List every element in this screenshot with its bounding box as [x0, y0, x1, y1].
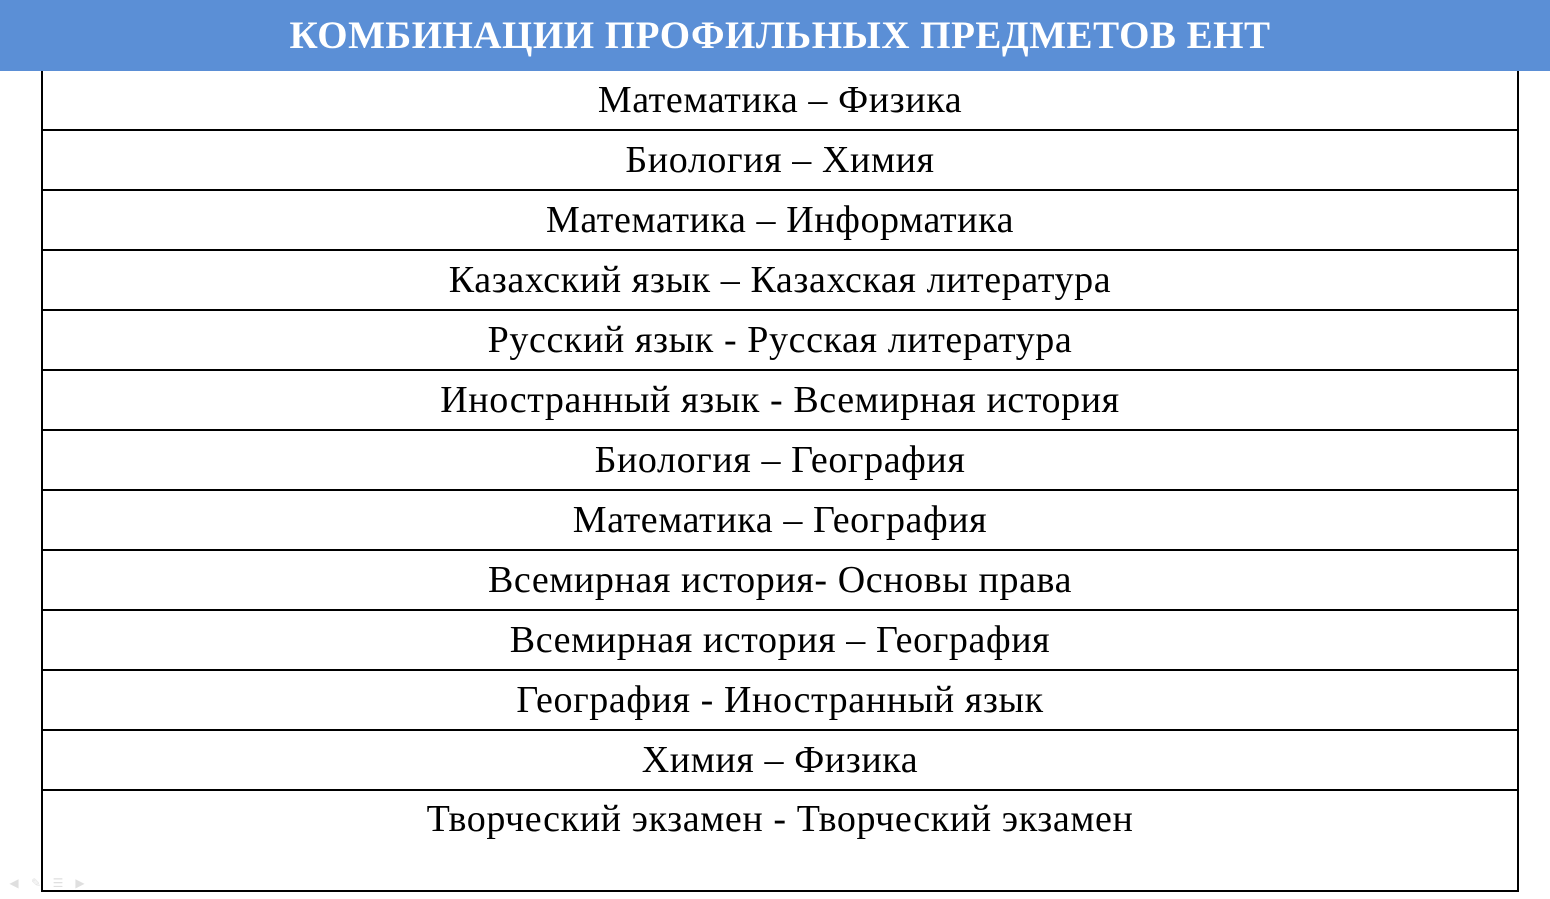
table-row: [43, 191, 1517, 251]
combination-text: География - Иностранный язык: [516, 679, 1044, 721]
table-row: [43, 71, 1517, 131]
table-row: [43, 131, 1517, 191]
table-row: [43, 611, 1517, 671]
combination-text: Русский язык - Русская литература: [487, 319, 1073, 361]
combination-text: Математика – Информатика: [545, 199, 1015, 241]
table-row: [43, 431, 1517, 491]
table-row: [43, 371, 1517, 431]
combination-text: Биология – Химия: [625, 139, 935, 181]
table-row: [43, 491, 1517, 551]
combination-text: Биология – География: [594, 439, 966, 481]
table-row: [43, 731, 1517, 791]
next-arrow-icon[interactable]: ▶: [75, 876, 85, 890]
table-row: [43, 551, 1517, 611]
slideshow-nav-controls: [6, 876, 88, 890]
combination-text: Математика – География: [572, 499, 988, 541]
combinations-table: [41, 71, 1519, 892]
table-row: [43, 251, 1517, 311]
table-row: [43, 791, 1517, 890]
menu-icon[interactable]: ☰: [52, 876, 64, 890]
combination-text: Иностранный язык - Всемирная история: [440, 379, 1120, 421]
combination-text: Химия – Физика: [641, 739, 919, 781]
pen-icon[interactable]: ✎: [30, 876, 42, 890]
table-row: [43, 671, 1517, 731]
combination-text: Творческий экзамен - Творческий экзамен: [426, 798, 1134, 840]
slide-title: КОМБИНАЦИИ ПРОФИЛЬНЫХ ПРЕДМЕТОВ ЕНТ: [289, 14, 1271, 57]
combination-text: Всемирная история- Основы права: [487, 559, 1073, 601]
title-bar: [0, 0, 1550, 71]
prev-arrow-icon[interactable]: ◀: [9, 876, 19, 890]
table-row: [43, 311, 1517, 371]
combination-text: Математика – Физика: [597, 79, 963, 121]
combination-text: Всемирная история – География: [509, 619, 1051, 661]
combination-text: Казахский язык – Казахская литература: [448, 259, 1112, 301]
